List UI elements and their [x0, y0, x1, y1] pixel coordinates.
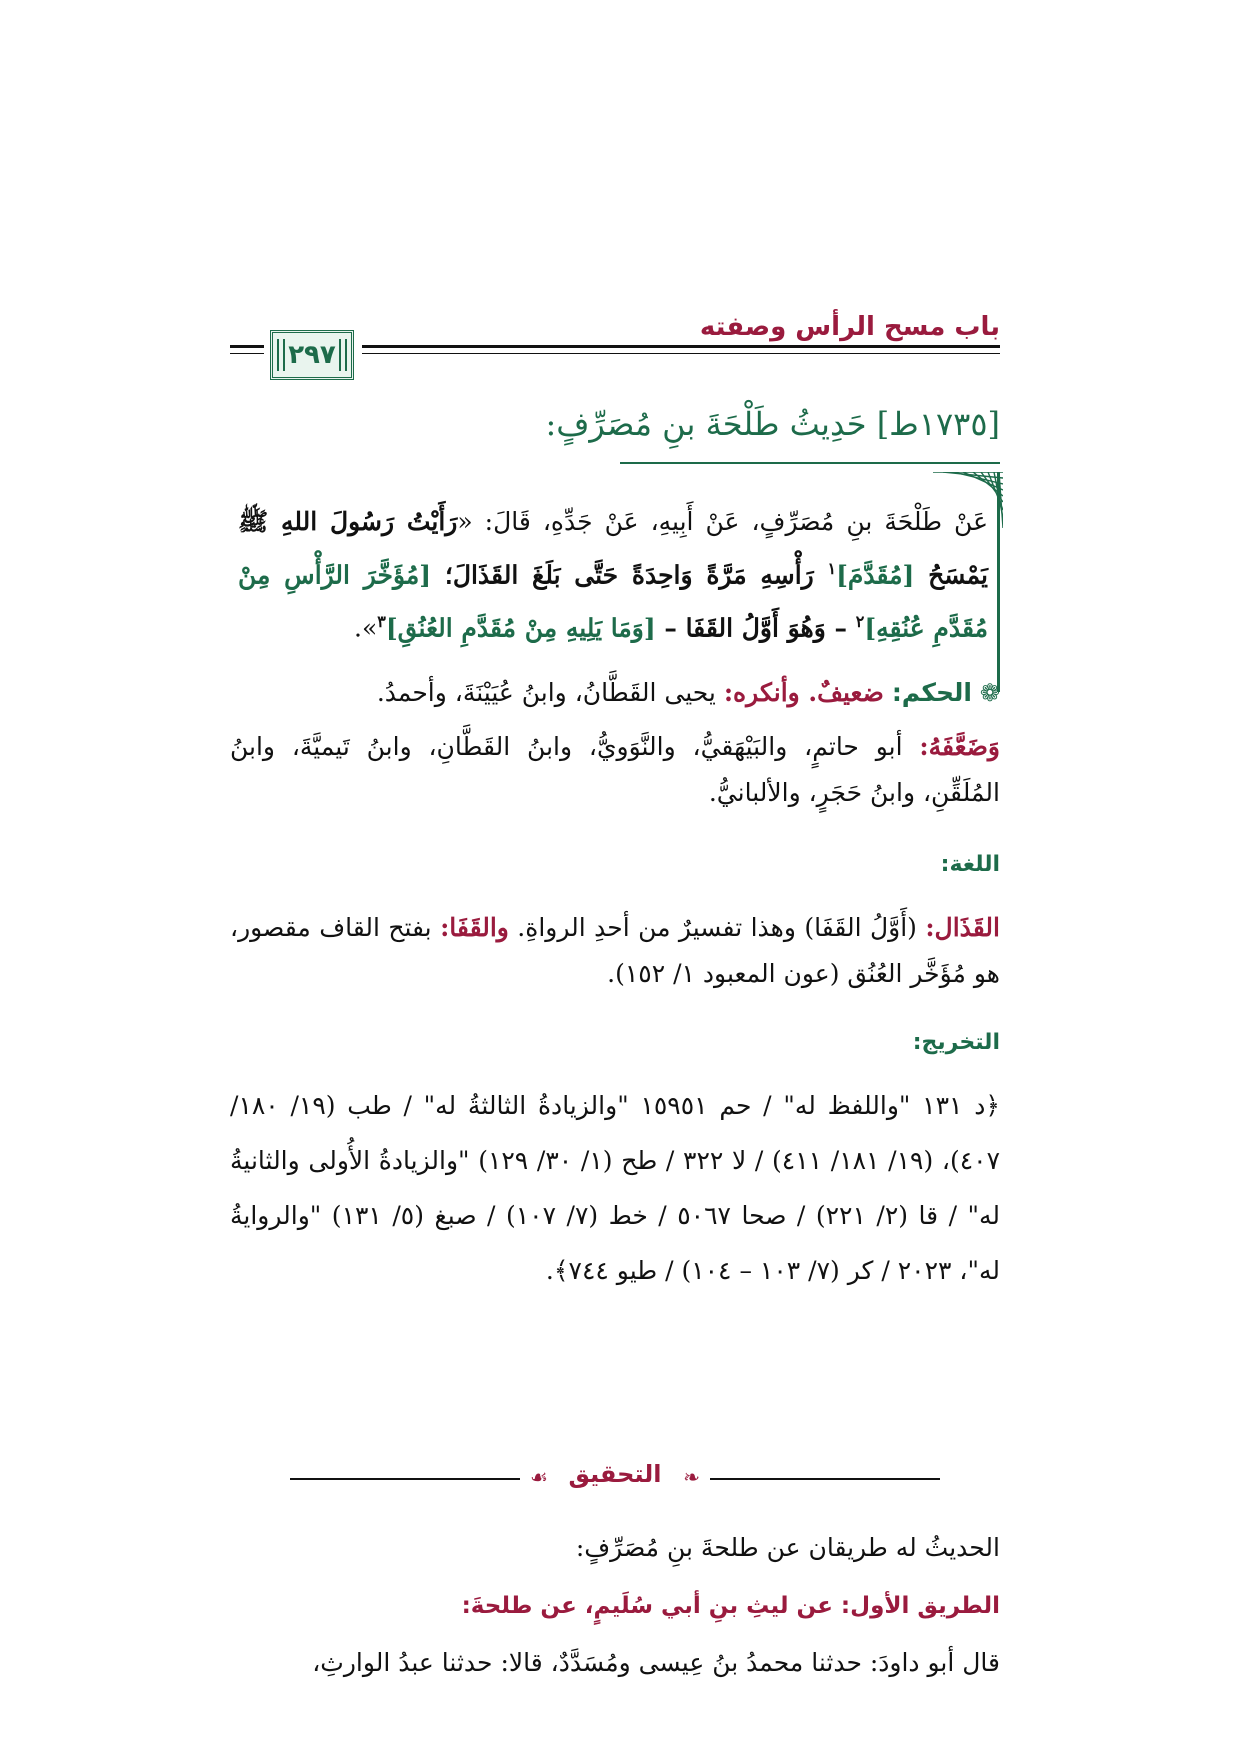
language-section-label: اللغة:	[940, 852, 1000, 877]
page-number: ٢٩٧	[288, 340, 336, 370]
divider-ornament-left: ☙	[530, 1465, 548, 1489]
header-rule-left-thin	[230, 353, 264, 354]
header-rule-left	[230, 345, 264, 348]
flower-ornament-icon: ❁	[979, 679, 1000, 707]
tahqiq-label: التحقيق	[548, 1460, 681, 1488]
footnote-marker-1[interactable]: ١	[827, 559, 837, 578]
tahqiq-divider	[230, 1460, 1000, 1500]
footnote-marker-3[interactable]: ٣	[377, 612, 386, 632]
ruling-value: ضعيفٌ. وأنكره:	[723, 678, 884, 707]
hadith-matn-1: رَأَيْتُ رَسُولَ اللهِ ﷺ يَمْسَحُ	[238, 507, 988, 590]
header-rule-right	[362, 345, 1000, 348]
takhrij-paragraph: ﴿د ١٣١ "واللفظ له" / حم ١٥٩٥١ "والزيادةُ الثالثةُ له" / طب (١٩/ ١٨٠/ ٤٠٧)، (١٩/ ١٨١/ ٤١١) / لا ٣٢٢ / طح (١/ ٣٠/ ١٢٩) "والزيادةُ الأُولى والثانيةُ له" / قا (٢/ ٢٢١) / صحا ٥٠٦٧ / خط (٧/ ١٠٧) / صبغ (٥/ ١٣١) "والروايةُ له"، ٢٠٢٣ / كر (٧/ ١٠٣ – ١٠٤) / طيو ٧٤٤﴾.	[230, 1091, 1001, 1285]
ruling-deniers: يحيى القَطَّانُ، وابنُ عُيَيْنَةَ، وأحمدُ.	[376, 678, 724, 707]
divider-line-left	[290, 1478, 520, 1480]
divider-ornament-right: ❧	[683, 1465, 700, 1489]
language-term-1: القَذَال:	[925, 913, 1000, 942]
weakened-label: وَضَعَّفَهُ:	[919, 732, 1000, 761]
footnote-marker-2[interactable]: ٢	[855, 612, 865, 632]
hadith-variant-3: [وَمَا يَلِيهِ مِنْ مُقَدَّمِ العُنُقِ]	[385, 613, 656, 643]
ruling-line	[230, 670, 1000, 716]
ruling-label: الحكم:	[891, 678, 972, 707]
hadith-matn-2: رَأْسِهِ مَرَّةً وَاحِدَةً حَتَّى بَلَغَ القَذَالَ؛	[431, 560, 828, 590]
weakened-text: أبو حاتمٍ، والبَيْهَقيُّ، والنَّوَويُّ، وابنُ القَطَّانِ، وابنُ تَيميَّةَ، وابنُ المُلَقِّنِ، وابنُ حَجَرٍ، والألبانيُّ.	[230, 732, 1000, 807]
hadith-intro: عَنْ طَلْحَةَ بنِ مُصَرِّفٍ، عَنْ أَبِيهِ، عَنْ جَدِّهِ، قَالَ: «	[457, 507, 988, 536]
language-text-2: بفتح القاف مقصور، هو مُؤَخَّر العُنُق (عون المعبود ١/ ١٥٢).	[230, 913, 1000, 988]
hadith-matn-3: – وَهُوَ أَوَّلُ القَفَا –	[655, 613, 856, 643]
page-number-badge	[270, 330, 354, 380]
path-1-text: قال أبو داودَ: حدثنا محمدُ بنُ عِيسى ومُسَدَّدٌ، قالا: حدثنا عبدُ الوارثِ،	[312, 1648, 1000, 1677]
takhrij-section-label: التخريج:	[912, 1030, 1000, 1055]
heading-underline	[620, 462, 1000, 464]
language-text-1: (أَوَّلُ القَفَا) وهذا تفسيرٌ من أحدِ الرواةِ.	[508, 913, 926, 942]
chapter-title: باب مسح الرأس وصفته	[699, 312, 1000, 342]
hadith-text	[238, 498, 988, 652]
language-term-2: والقَفَا:	[440, 913, 509, 942]
hadith-outro: ».	[354, 613, 378, 643]
path-1-title: الطريق الأول: عن ليثِ بنِ أبي سُلَيمٍ، عن طلحةَ:	[461, 1593, 1000, 1619]
hadith-heading	[545, 405, 1000, 443]
hadith-number: [١٧٣٥ط]	[876, 405, 1000, 443]
hadith-variant-1: [مُقَدَّمَ]	[836, 560, 915, 590]
hadith-variant-2: [مُؤَخَّرَ الرَّأْسِ مِنْ مُقَدَّمِ عُنُقِهِ]	[238, 560, 988, 643]
hadith-title: حَدِيثُ طَلْحَةَ بنِ مُصَرِّفٍ:	[545, 405, 867, 443]
divider-line-right	[710, 1478, 940, 1480]
language-paragraph	[230, 905, 1000, 997]
tahqiq-intro: الحديثُ له طريقان عن طلحةَ بنِ مُصَرِّفٍ:	[575, 1533, 1000, 1562]
header-rule-right-thin	[362, 353, 1000, 354]
weakened-paragraph	[230, 724, 1000, 816]
